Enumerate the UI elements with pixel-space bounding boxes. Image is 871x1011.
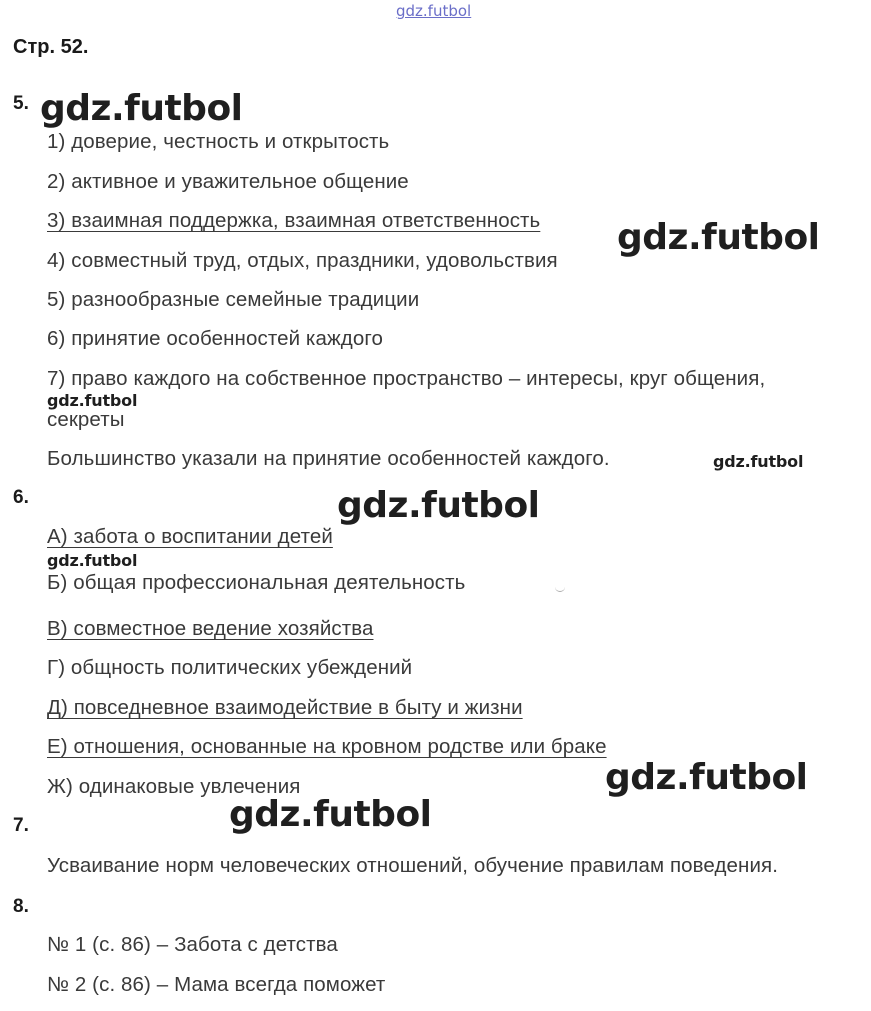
s6-item-g: Г) общность политических убеждений	[47, 656, 413, 679]
watermark: gdz.futbol	[337, 485, 540, 526]
watermark-top: gdz.futbol	[396, 2, 472, 20]
watermark: gdz.futbol	[47, 551, 138, 570]
watermark: gdz.futbol	[40, 88, 243, 129]
s6-item-d: Д) повседневное взаимодействие в быту и жизни	[47, 696, 523, 719]
watermark: gdz.futbol	[713, 452, 804, 471]
s5-item-7: 7) право каждого на собственное пространство – интересы, круг общения,	[47, 367, 766, 390]
s6-item-e: Е) отношения, основанные на кровном родстве или браке	[47, 735, 607, 758]
s6-item-a: А) забота о воспитании детей	[47, 525, 333, 548]
s6-item-b: Б) общая профессиональная деятельность	[47, 571, 466, 594]
s5-item-3: 3) взаимная поддержка, взаимная ответственность	[47, 209, 541, 232]
s8-item-2: № 2 (с. 86) – Мама всегда поможет	[47, 973, 386, 996]
page-heading: Стр. 52.	[13, 36, 89, 58]
watermark: gdz.futbol	[47, 391, 138, 410]
section-6-number: 6.	[13, 487, 29, 508]
watermark: gdz.futbol	[617, 217, 820, 258]
s5-item-7-continued: секреты	[47, 408, 125, 431]
s6-item-v: В) совместное ведение хозяйства	[47, 617, 374, 640]
s5-item-4: 4) совместный труд, отдых, праздники, удовольствия	[47, 249, 558, 272]
watermark: gdz.futbol	[229, 794, 432, 835]
s6-item-zh: Ж) одинаковые увлечения	[47, 775, 301, 798]
stray-mark	[555, 587, 565, 592]
s5-item-1: 1) доверие, честность и открытость	[47, 130, 390, 153]
s7-text: Усваивание норм человеческих отношений, обучение правилам поведения.	[47, 854, 778, 877]
s5-item-5: 5) разнообразные семейные традиции	[47, 288, 420, 311]
s5-item-2: 2) активное и уважительное общение	[47, 170, 409, 193]
section-5-number: 5.	[13, 93, 29, 114]
s5-conclusion: Большинство указали на принятие особенностей каждого.	[47, 447, 610, 470]
watermark: gdz.futbol	[605, 757, 808, 798]
s5-item-6: 6) принятие особенностей каждого	[47, 327, 383, 350]
s8-item-1: № 1 (с. 86) – Забота с детства	[47, 933, 338, 956]
section-7-number: 7.	[13, 815, 29, 836]
section-8-number: 8.	[13, 896, 29, 917]
